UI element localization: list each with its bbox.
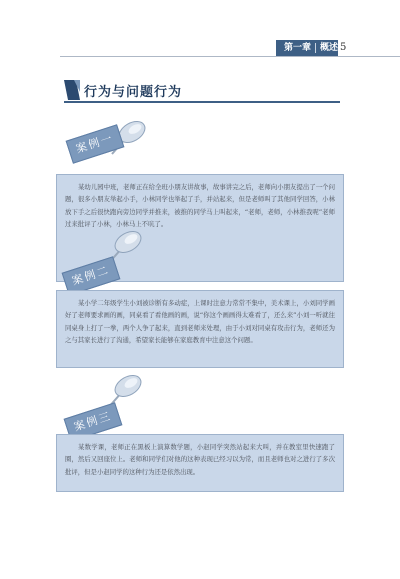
case-block-2: [56, 228, 344, 368]
section-title: 行为与问题行为: [84, 85, 183, 100]
case-label-2: 案例二: [62, 256, 121, 296]
case-label-1: 案例一: [66, 124, 125, 164]
chapter-section: 概述: [320, 43, 339, 53]
heading-underline: [64, 101, 340, 103]
header-rule: [60, 56, 400, 57]
page-number: 5: [340, 42, 347, 53]
heading-marker-icon: [64, 80, 80, 100]
case-text-2: 某小学二年级学生小刘被诊断有多动症，上课时注意力常常不集中，美术课上，小刘同学画好了老师要求画的画，同桌看了看他画的画，说“你这个画画得太难看了，还么来”小刘一听就往同桌身上打了一拳，两个人争了起来，直到老师来处理，由于小刘对同桌有攻击行为，老师还为之与其家长进行了沟通，希望家长能够在家庭教育中注意这个问题。: [56, 290, 344, 368]
chapter-number: 第一章: [284, 43, 312, 53]
case-label-3: 案例三: [64, 402, 123, 442]
chapter-separator: [315, 43, 316, 53]
case-text-1: 某幼儿园中班，老师正在给全班小朋友讲故事，故事讲完之后，老师向小朋友提出了一个问题，很多小朋友举起小手，小林同学也举起了手，并站起来，但是老师叫了其他同学回答，小林放下手之后很快跑向旁边同学并推来，被推的同学马上叫起来，“老师，老师，小林推我呢”老师过来批评了小林，小林马上不吭了。: [56, 174, 344, 282]
section-heading: [64, 80, 340, 100]
case-block-3: [56, 372, 344, 492]
chapter-tab: [276, 40, 338, 56]
case-text-3: 某数学课，老师正在黑板上演算数学题，小赵同学突然站起来大叫，并在教室里快速跑了圈，然后又回座位上。老师和同学们对他的这种表现已经习以为常，而且老师也对之进行了多次批评，但是小赵同学的这种行为还是依然出现。: [56, 434, 344, 492]
